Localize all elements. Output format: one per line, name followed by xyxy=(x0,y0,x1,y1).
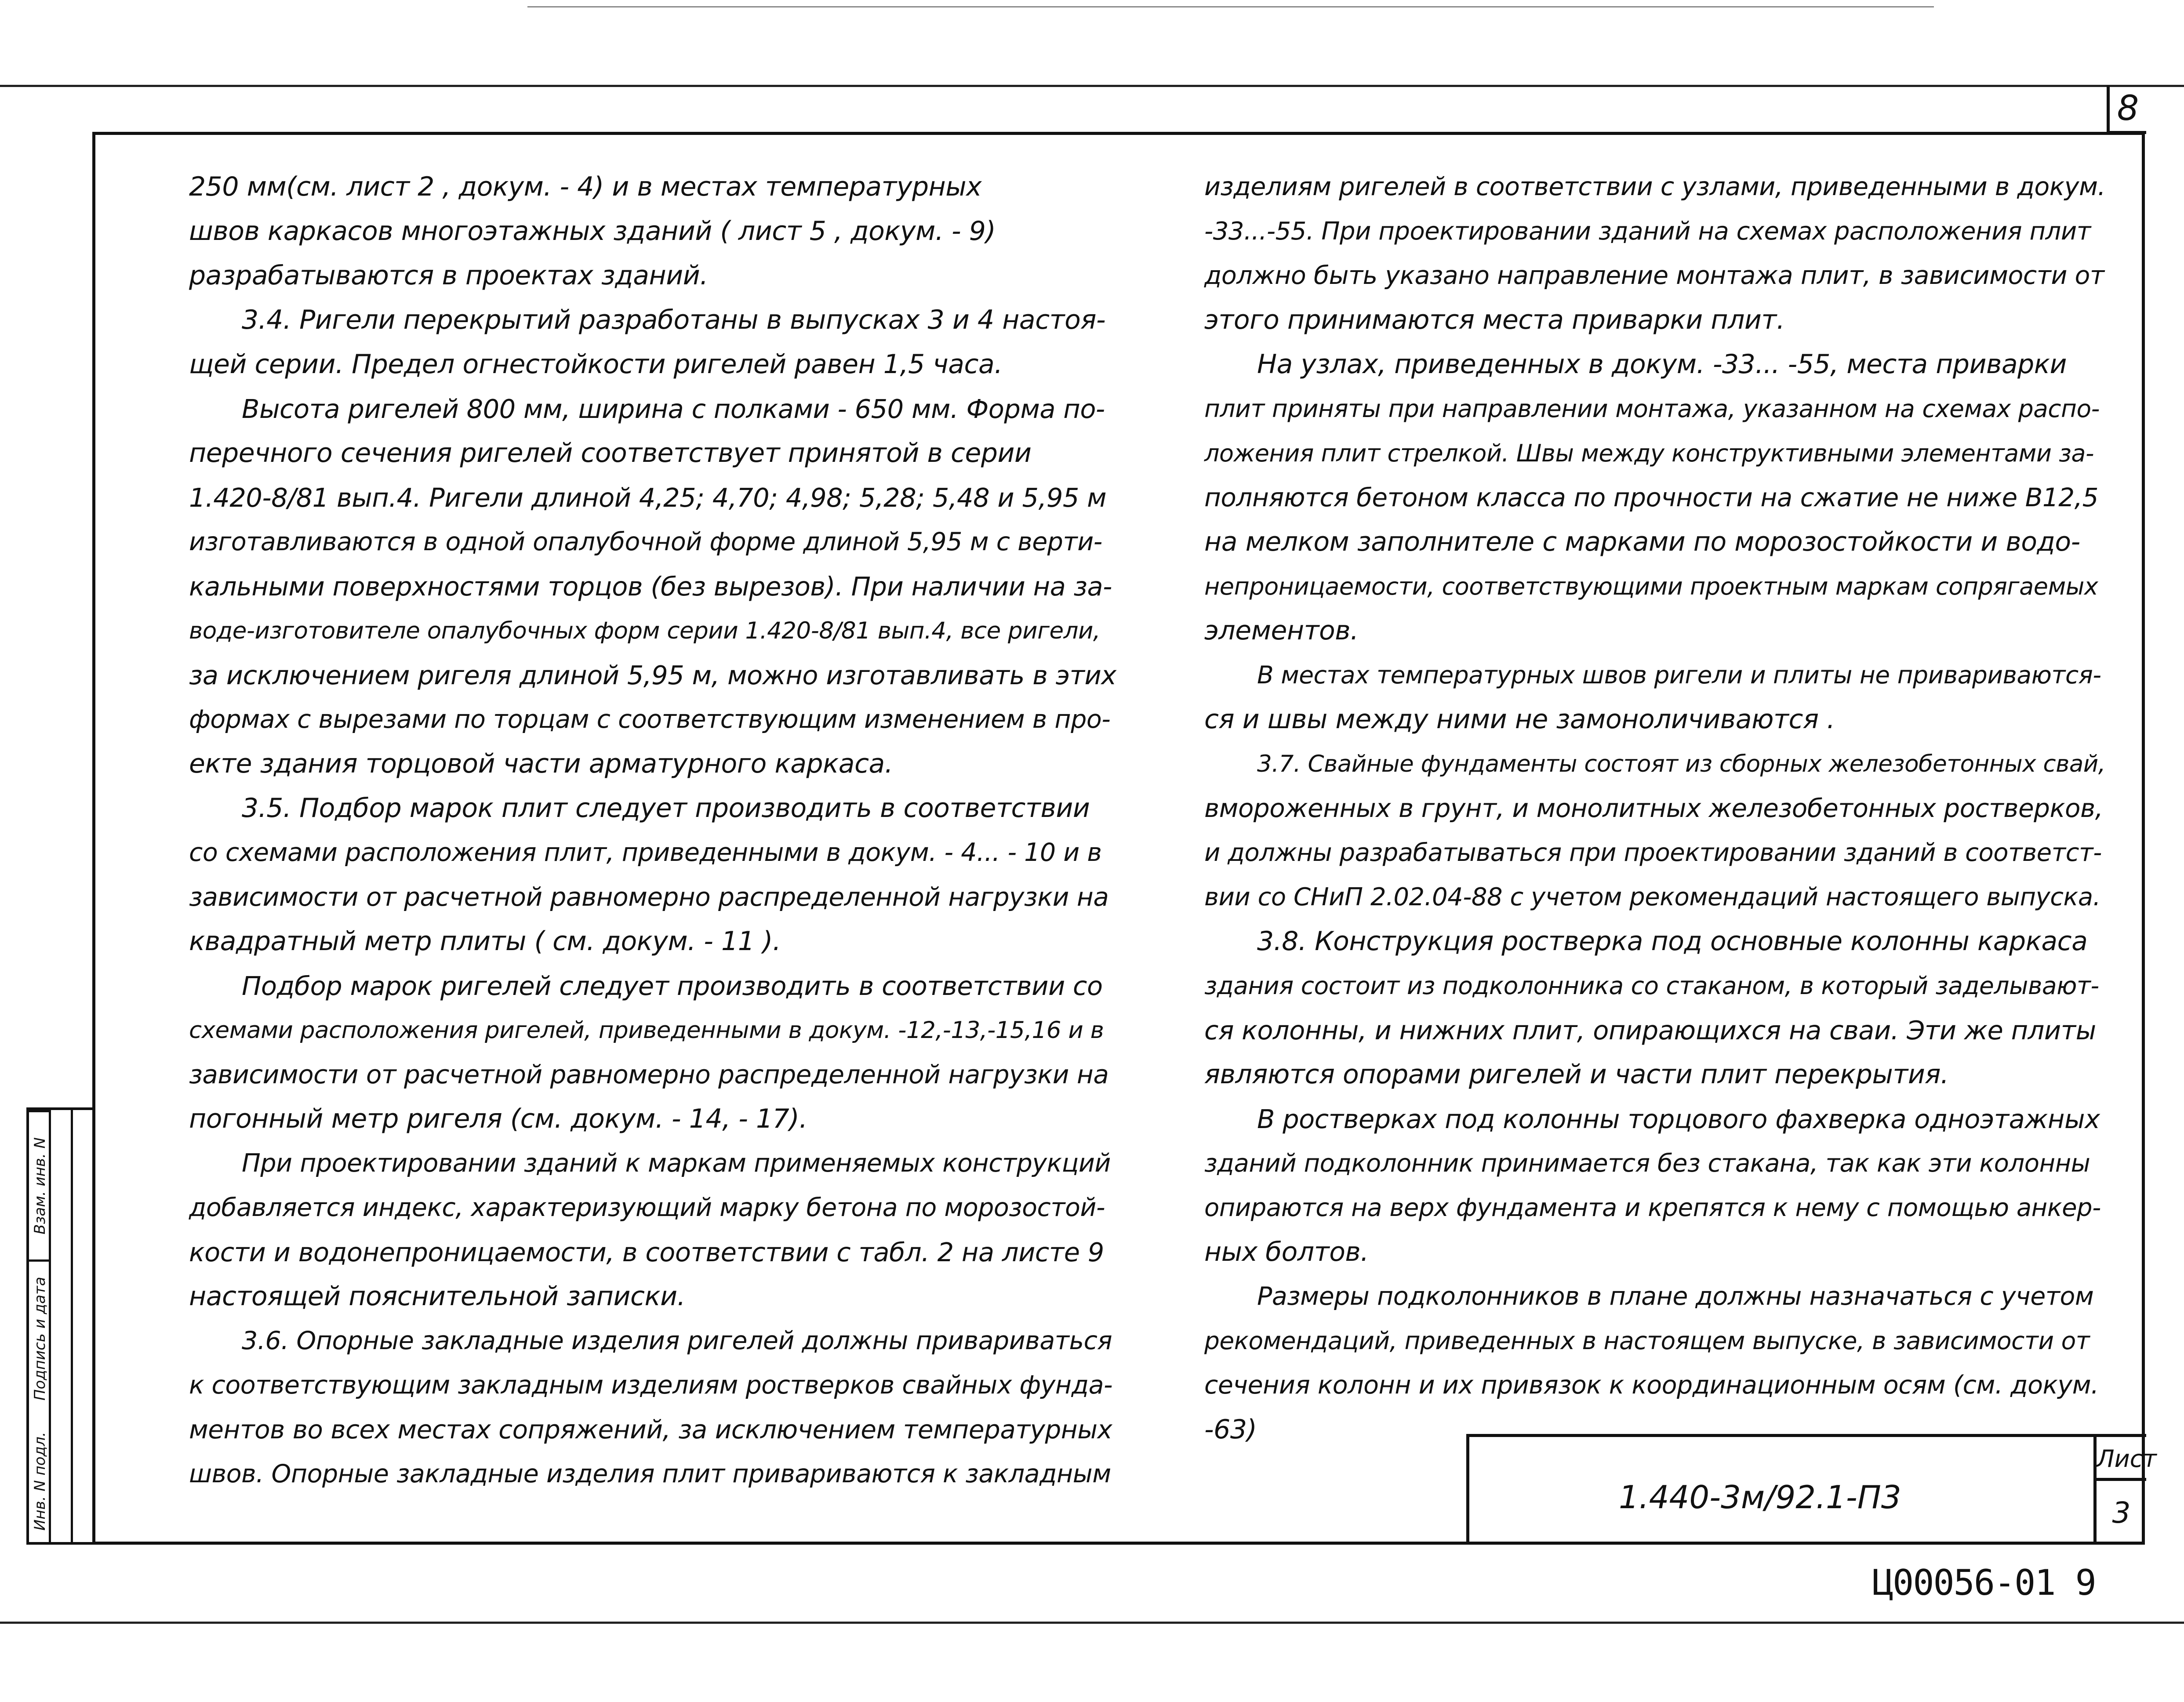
text-line: В местах температурных швов ригели и плиты не привариваются- xyxy=(1257,661,2101,689)
text-line: квадратный метр плиты ( см. докум. - 11 ). xyxy=(189,926,781,957)
margin-cell-orig-no: Инв. N подл. xyxy=(31,1432,49,1531)
sheet-label: Лист xyxy=(2097,1437,2146,1481)
text-line: -33...-55. При проектировании зданий на схемах расположения плит xyxy=(1204,217,2091,246)
text-line: Размеры подколонников в плане должны назначаться с учетом xyxy=(1257,1282,2094,1311)
margin-cell-inv-no: Взам. инв. N xyxy=(29,1110,51,1259)
text-line: со схемами расположения плит, приведенными в докум. - 4... - 10 и в xyxy=(189,838,1102,867)
archive-number: Ц00056-01 9 xyxy=(1872,1562,2096,1603)
sheet-number: 3 xyxy=(2112,1496,2131,1530)
text-line: 3.4. Ригели перекрытий разработаны в выпусках 3 и 4 настоя- xyxy=(242,305,1106,335)
text-line: швов каркасов многоэтажных зданий ( лист 5 , докум. - 9) xyxy=(189,216,996,247)
text-line: здания состоит из подколонника со стаканом, в который заделывают- xyxy=(1204,972,2099,1000)
top-border-line xyxy=(0,85,2184,87)
text-line: 3.8. Конструкция ростверка под основные колонны каркаса xyxy=(1257,926,2088,957)
text-line: вмороженных в грунт, и монолитных железобетонных ростверков, xyxy=(1204,793,2103,823)
text-line: На узлах, приведенных в докум. -33... -55, места приварки xyxy=(1257,349,2067,380)
text-line: и должны разрабатываться при проектировании зданий в соответст- xyxy=(1204,838,2102,867)
right-text-column xyxy=(1204,165,2105,1452)
text-line: этого принимаются места приварки плит. xyxy=(1204,305,1785,335)
text-line: сечения колонн и их привязок к координационным осям (см. докум. xyxy=(1204,1371,2099,1400)
text-line: изделиям ригелей в соответствии с узлами, приведенными в докум. xyxy=(1204,172,2106,201)
text-line: 250 мм(см. лист 2 , докум. - 4) и в местах температурных xyxy=(189,171,982,202)
text-line: настоящей пояснительной записки. xyxy=(189,1281,686,1312)
sheet-box xyxy=(2093,1437,2157,1545)
text-line: рекомендаций, приведенных в настоящем выпуске, в зависимости от xyxy=(1204,1327,2090,1355)
text-line: При проектировании зданий к маркам применяемых конструкций xyxy=(242,1149,1111,1178)
top-scan-line xyxy=(527,6,1934,7)
text-line: воде-изготовителе опалубочных форм серии 1.420-8/81 вып.4, все ригели, xyxy=(189,617,1101,644)
text-line: -63) xyxy=(1204,1414,1257,1445)
text-line: вии со СНиП 2.02.04-88 с учетом рекомендаций настоящего выпуска. xyxy=(1204,883,2100,911)
text-line: за исключением ригеля длиной 5,95 м, можно изготавливать в этих xyxy=(189,660,1116,690)
text-line: зданий подколонник принимается без стакана, так как эти колонны xyxy=(1204,1149,2090,1178)
text-line: кости и водонепроницаемости, в соответствии с табл. 2 на листе 9 xyxy=(189,1237,1104,1267)
text-line: ментов во всех местах сопряжений, за исключением температурных xyxy=(189,1415,1112,1444)
text-line: 3.7. Свайные фундаменты состоят из сборных железобетонных свай, xyxy=(1257,751,2106,777)
text-line: 3.6. Опорные закладные изделия ригелей должны привариваться xyxy=(242,1326,1112,1355)
title-block xyxy=(1466,1434,2157,1545)
text-line: зависимости от расчетной равномерно распределенной нагрузки на xyxy=(189,882,1109,912)
sheet-corner-number: 8 xyxy=(2107,86,2146,134)
margin-stamp-blank-1 xyxy=(51,1110,73,1542)
text-line: ся и швы между ними не замоноличиваются . xyxy=(1204,704,1835,735)
text-line: элементов. xyxy=(1204,615,1359,646)
text-line: к соответствующим закладным изделиям ростверков свайных фунда- xyxy=(189,1371,1113,1400)
text-line: екте здания торцовой части арматурного каркаса. xyxy=(189,748,893,779)
left-text-column xyxy=(189,165,1116,1496)
margin-stamp-blank-2 xyxy=(73,1110,95,1542)
text-line: ся колонны, и нижних плит, опирающихся на сваи. Эти же плиты xyxy=(1204,1015,2096,1045)
text-line: изготавливаются в одной опалубочной форме длиной 5,95 м с верти- xyxy=(189,527,1102,556)
text-line: являются опорами ригелей и части плит перекрытия. xyxy=(1204,1059,1949,1090)
margin-stamp xyxy=(26,1107,92,1545)
text-line: 3.5. Подбор марок плит следует производить в соответствии xyxy=(242,793,1090,824)
text-line: 1.420-8/81 вып.4. Ригели длиной 4,25; 4,70; 4,98; 5,28; 5,48 и 5,95 м xyxy=(189,483,1107,513)
text-line: опираются на верх фундамента и крепятся к нему с помощью анкер- xyxy=(1204,1194,2101,1222)
text-line: перечного сечения ригелей соответствует принятой в серии xyxy=(189,438,1032,468)
text-line: добавляется индекс, характеризующий марку бетона по морозостой- xyxy=(189,1193,1105,1222)
text-line: Подбор марок ригелей следует производить в соответствии со xyxy=(242,971,1103,1001)
text-line: погонный метр ригеля (см. докум. - 14, - 17). xyxy=(189,1103,807,1134)
text-line: полняются бетоном класса по прочности на сжатие не ниже В12,5 xyxy=(1204,483,2099,512)
bottom-border-line xyxy=(0,1622,2184,1624)
text-line: должно быть указано направление монтажа плит, в зависимости от xyxy=(1204,261,2104,290)
text-line: ложения плит стрелкой. Швы между конструктивными элементами за- xyxy=(1204,439,2094,467)
margin-stamp-labels xyxy=(29,1110,51,1542)
text-line: плит приняты при направлении монтажа, указанном на схемах распо- xyxy=(1204,395,2100,423)
text-line: на мелком заполнителе с марками по морозостойкости и водо- xyxy=(1204,526,2080,557)
text-line: схемами расположения ригелей, приведенными в докум. -12,-13,-15,16 и в xyxy=(189,1017,1104,1044)
text-line: В ростверках под колонны торцового фахверка одноэтажных xyxy=(1257,1104,2100,1134)
text-line: Высота ригелей 800 мм, ширина с полками - 650 мм. Форма по- xyxy=(242,394,1105,424)
text-line: зависимости от расчетной равномерно распределенной нагрузки на xyxy=(189,1060,1109,1089)
text-line: непроницаемости, соответствующими проектным маркам сопрягаемых xyxy=(1204,573,2098,600)
text-line: ных болтов. xyxy=(1204,1237,1369,1267)
text-line: разрабатываются в проектах зданий. xyxy=(189,260,708,291)
document-code: 1.440-3м/92.1-П3 xyxy=(1619,1479,1901,1516)
margin-cell-signature: Подпись и дата xyxy=(29,1259,51,1415)
text-line: щей серии. Предел огнестойкости ригелей равен 1,5 часа. xyxy=(189,349,1003,380)
text-line: кальными поверхностями торцов (без вырезов). При наличии на за- xyxy=(189,571,1112,602)
text-line: швов. Опорные закладные изделия плит привариваются к закладным xyxy=(189,1459,1111,1488)
text-line: формах с вырезами по торцам с соответствующим изменением в про- xyxy=(189,705,1111,734)
